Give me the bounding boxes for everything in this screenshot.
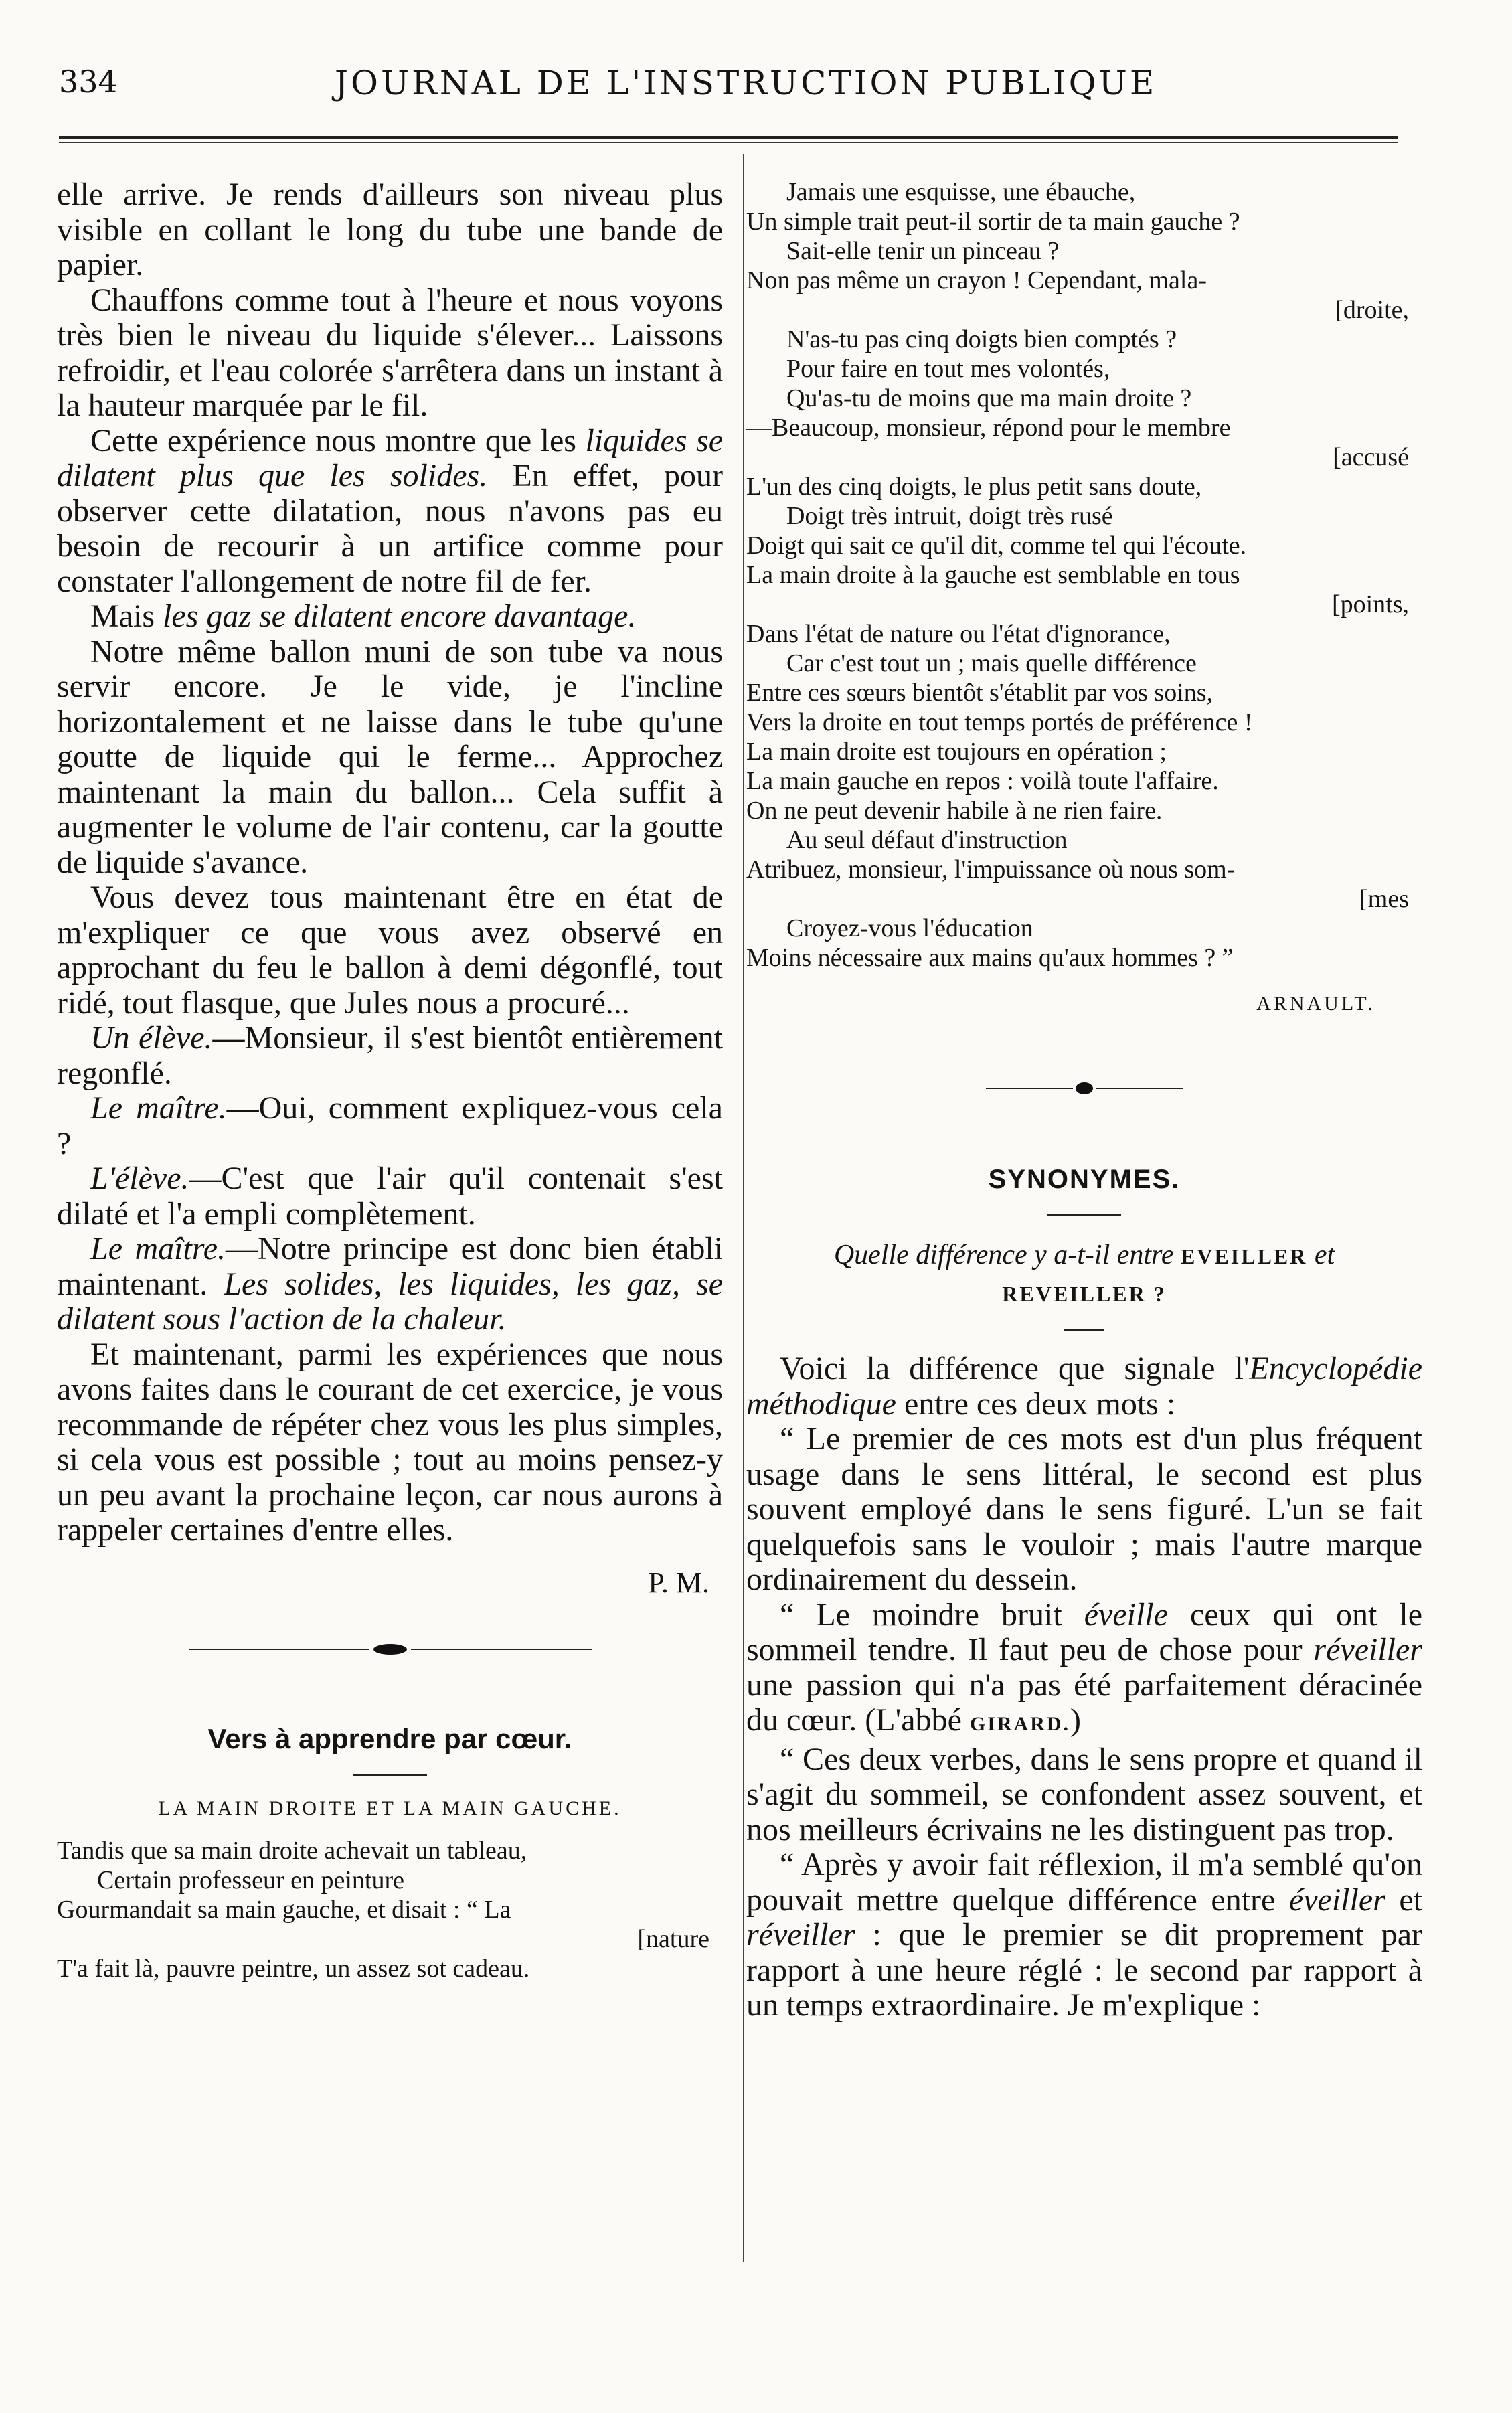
verse-line: —Beaucoup, monsieur, répond pour le membre — [746, 414, 1231, 442]
verse-line: Atribuez, monsieur, l'impuissance où nous som- — [746, 855, 1236, 884]
italic-text: Un élève. — [90, 1020, 213, 1056]
ornament-dot — [373, 1644, 407, 1655]
text-run: ) — [1070, 1702, 1082, 1738]
text-run: une passion qui n'a pas été parfaitement déracinée du cœur. (L'abbé — [746, 1667, 1422, 1738]
text-run: “ Ces deux verbes, dans le sens propre et quand il s'agit du sommeil, se confondent assez souvent, et nos meilleurs écrivains ne les distinguent pas trop. — [746, 1741, 1422, 1847]
italic-text: réveiller — [746, 1917, 855, 1953]
verse-line: Certain professeur en peinture — [97, 1865, 404, 1894]
paragraph — [57, 1021, 723, 1091]
text-run: “ Après y avoir fait réflexion, il m'a semblé qu'on pouvait mettre quelque différence entre — [746, 1847, 1422, 1918]
paragraph — [57, 177, 723, 283]
text-run: —Monsieur, il s'est bientôt entièrement regonflé. — [57, 1020, 723, 1091]
ornament-line — [1096, 1088, 1183, 1089]
text-run: En effet, pour observer cette dilatation, nous n'avons pas eu besoin de recourir à un artifice comme pour constater l'allongement de notre fil de fer. — [57, 458, 724, 599]
verse-line: Un simple trait peut-il sortir de ta main gauche ? — [746, 207, 1240, 236]
poem-lines-left — [57, 1836, 723, 1983]
question-word-2: REVEILLER ? — [1002, 1282, 1167, 1307]
left-body-text — [57, 177, 723, 1548]
paragraph — [746, 1847, 1422, 2023]
italic-text: Le maître. — [90, 1231, 226, 1266]
verse-line: Entre ces sœurs bientôt s'établit par vos soins, — [746, 679, 1213, 707]
verse-line: [accusé — [1333, 443, 1409, 471]
text-run: —Oui, comment expliquez-vous cela ? — [57, 1090, 723, 1161]
text-run: Mais — [90, 598, 163, 634]
text-run: et — [1385, 1882, 1423, 1918]
verse-line: N'as-tu pas cinq doigts bien comptés ? — [786, 325, 1177, 353]
section-ornament — [57, 1637, 723, 1659]
question-prefix: Quelle différence y a-t-il entre — [833, 1240, 1174, 1271]
verse-line: Car c'est tout un ; mais quelle différence — [786, 649, 1197, 677]
paragraph — [746, 1422, 1422, 1598]
italic-text: L'élève. — [90, 1161, 189, 1196]
verse-line: [droite, — [1335, 296, 1409, 324]
verse-line: Qu'as-tu de moins que ma main droite ? — [786, 384, 1192, 412]
paragraph — [57, 1232, 723, 1337]
italic-text: Encyclopédie méthodique — [746, 1351, 1422, 1422]
verse-line: La main droite est toujours en opération ; — [746, 738, 1167, 766]
paragraph — [57, 1337, 723, 1548]
paragraph — [57, 1091, 723, 1161]
paragraph — [57, 635, 723, 881]
verse-line: [nature — [637, 1924, 709, 1953]
title-rule — [353, 1774, 427, 1776]
section-ornament — [746, 1082, 1422, 1094]
text-run: Notre même ballon muni de son tube va nous servir encore. Je le vide, je l'incline horizontalement et ne laisse dans le tube qu'une goutte de liquide qui le ferme... Approchez maintenant la main du ballon... Cela suffit à augmenter le volume de l'air contenu, car la goutte de liquide s'avance. — [57, 633, 723, 880]
small-caps-text: GIRARD. — [969, 1713, 1071, 1736]
verse-line: Non pas même un crayon ! Cependant, mala- — [746, 266, 1207, 295]
ornament-line — [189, 1649, 369, 1650]
italic-text: Les solides, les liquides, les gaz, se dilatent sous l'action de la chaleur. — [57, 1266, 724, 1337]
ornament-line — [411, 1649, 592, 1650]
paragraph — [57, 880, 723, 1021]
verse-line: Jamais une esquisse, une ébauche, — [786, 178, 1136, 206]
verse-line: Tandis que sa main droite achevait un tableau, — [57, 1836, 527, 1865]
verse-line: Sait-elle tenir un pinceau ? — [786, 237, 1060, 265]
verse-line: Doigt très intruit, doigt très rusé — [786, 502, 1113, 530]
right-column — [746, 177, 1422, 2023]
text-run: ceux qui ont le sommeil tendre. Il faut peu de chose pour — [746, 1596, 1423, 1668]
verse-line: [points, — [1331, 590, 1409, 618]
paragraph — [746, 1351, 1422, 1422]
left-column — [57, 177, 723, 1983]
verse-line: La main gauche en repos : voilà toute l'affaire. — [746, 767, 1219, 795]
paragraph — [746, 1742, 1422, 1848]
ornament-dot — [1076, 1082, 1093, 1094]
verse-line: Moins nécessaire aux mains qu'aux hommes ? ” — [746, 944, 1234, 972]
paragraph — [57, 424, 723, 600]
poem-lines-right — [746, 177, 1422, 973]
poem-title: Vers à apprendre par cœur. — [207, 1722, 572, 1754]
text-run: Chauffons comme tout à l'heure et nous voyons très bien le niveau du liquide s'élever... Laissons refroidir, et l'eau colorée s'arrêtera dans un instant à la hauteur marquée par le fil. — [57, 282, 723, 423]
italic-text: les gaz se dilatent encore davantage. — [163, 598, 637, 634]
verse-line: Gourmandait sa main gauche, et disait : “ La — [57, 1895, 511, 1924]
question-rule — [1064, 1329, 1104, 1331]
text-run: “ Le premier de ces mots est d'un plus fréquent usage dans le sens littéral, le second est plus souvent employé dans le sens figuré. L'un se fait quelquefois sans le vouloir ; mais l'autre marque ordinairement du dessein. — [746, 1421, 1422, 1598]
italic-text: Le maître. — [90, 1090, 227, 1126]
header-rule-thin — [59, 142, 1398, 143]
signature: P. M. — [648, 1566, 709, 1599]
verse-line: Au seul défaut d'instruction — [786, 826, 1068, 854]
question-conjunction: et — [1314, 1240, 1335, 1271]
text-run: Et maintenant, parmi les expériences que nous avons faites dans le courant de cet exercice, je vous recommande de répéter chez vous les plus simples, si cela vous est possible ; tout au moins pensez-y un peu avant la prochaine leçon, car nous aurons à rappeler certaines d'entre elles. — [57, 1336, 723, 1548]
verse-line: On ne peut devenir habile à ne rien faire. — [746, 797, 1163, 825]
question-word-1: EVEILLER — [1180, 1244, 1308, 1269]
italic-text: réveiller — [1313, 1632, 1422, 1668]
italic-text: éveiller — [1288, 1882, 1385, 1918]
text-run: —Notre principe est donc bien établi maintenant. — [57, 1231, 723, 1302]
header-rule — [59, 136, 1398, 139]
text-run: Cette expérience nous montre que les — [90, 422, 586, 459]
poem-author: ARNAULT. — [1256, 993, 1375, 1015]
page-header — [0, 64, 1512, 117]
text-run: Voici la différence que signale l' — [780, 1351, 1250, 1387]
synonymes-heading: SYNONYMES. — [988, 1165, 1181, 1195]
text-run: —C'est que l'air qu'il contenait s'est dilaté et l'a empli complètement. — [57, 1161, 723, 1232]
paragraph — [57, 1161, 723, 1232]
italic-text: liquides se dilatent plus que les solides. — [57, 422, 723, 493]
paragraph — [57, 599, 723, 635]
italic-text: éveille — [1084, 1596, 1168, 1633]
verse-line: Vers la droite en tout temps portés de préférence ! — [746, 708, 1253, 736]
column-divider — [743, 154, 744, 2262]
running-title: JOURNAL DE L'INSTRUCTION PUBLIQUE — [335, 64, 1157, 102]
paragraph — [57, 283, 723, 424]
verse-line: Croyez-vous l'éducation — [786, 914, 1033, 942]
verse-line: La main droite à la gauche est semblable en tous — [746, 561, 1240, 589]
verse-line: [mes — [1359, 885, 1409, 913]
right-body-text — [746, 1351, 1422, 2023]
verse-line: Doigt qui sait ce qu'il dit, comme tel qui l'écoute. — [746, 531, 1247, 560]
text-run: : que le premier se dit proprement par rapport à une heure réglé : le second par rapport à un temps extraordinaire. Je m'explique : — [746, 1917, 1422, 2023]
poem-subtitle: LA MAIN DROITE ET LA MAIN GAUCHE. — [158, 1797, 622, 1819]
text-run: Vous devez tous maintenant être en état de m'expliquer ce que vous avez observé en approchant du feu le ballon à demi dégonflé, tout ridé, tout flasque, que Jules nous a procuré... — [57, 880, 723, 1021]
verse-line: T'a fait là, pauvre peintre, un assez sot cadeau. — [57, 1954, 530, 1983]
verse-line: Pour faire en tout mes volontés, — [786, 355, 1110, 383]
synonym-question — [746, 1237, 1422, 1312]
ornament-line — [986, 1088, 1073, 1089]
text-run: elle arrive. Je rends d'ailleurs son niveau plus visible en collant le long du tube une bande de papier. — [57, 177, 723, 282]
text-run: entre ces deux mots : — [896, 1386, 1176, 1422]
verse-line: L'un des cinq doigts, le plus petit sans doute, — [746, 473, 1202, 501]
text-run: “ Le moindre bruit — [780, 1596, 1084, 1633]
paragraph — [746, 1598, 1422, 1742]
page-number: 334 — [59, 64, 118, 100]
verse-line: Dans l'état de nature ou l'état d'ignorance, — [746, 620, 1171, 648]
title-rule — [1047, 1214, 1121, 1216]
